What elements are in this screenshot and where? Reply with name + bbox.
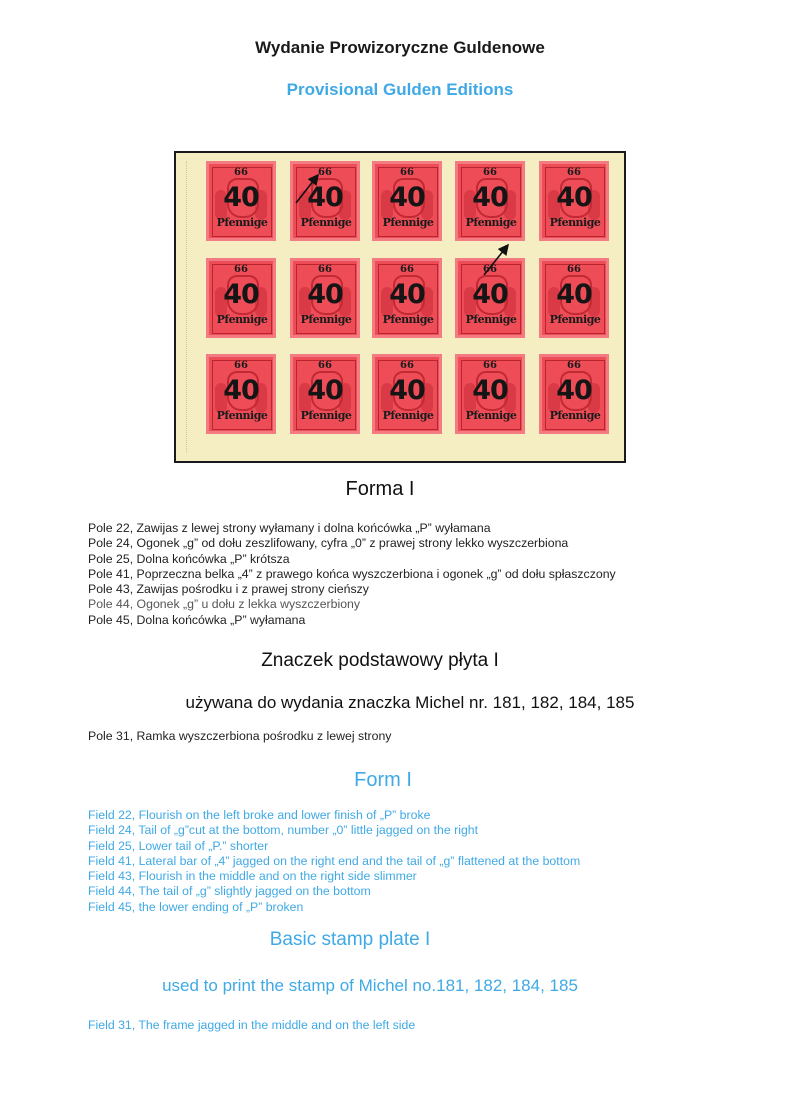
list-item: Field 41, Lateral bar of „4” jagged on the right end and the tail of „g” flattened at the bottom [88, 853, 581, 868]
stamp-top-numeral: 66 [483, 167, 497, 178]
stamp-overprint-value: 40 [307, 279, 343, 310]
stamp-overprint-value: 40 [389, 279, 425, 310]
stamp-top-numeral: 66 [567, 264, 581, 275]
list-item: Pole 25, Dolna końcówka „P” krótsza [88, 551, 290, 566]
stamp-top-numeral: 66 [234, 264, 248, 275]
stamp-overprint-word: Pfennige [300, 409, 352, 422]
stamp-overprint-value: 40 [223, 182, 259, 213]
heading-plate-english: Basic stamp plate I [269, 929, 431, 950]
stamp-overprint-word: Pfennige [300, 313, 352, 326]
stamp-overprint-value: 40 [389, 182, 425, 213]
list-item: Field 45, the lower ending of „P” broken [88, 899, 304, 914]
stamp-overprint-value: 40 [556, 375, 592, 406]
stamp-overprint-word: Pfennige [300, 216, 352, 229]
stamp-overprint-word: Pfennige [465, 313, 517, 326]
flaw-arrows [176, 153, 624, 461]
stamp-overprint-word: Pfennige [216, 216, 268, 229]
caption-form: Form I [354, 769, 412, 791]
list-item: Field 25, Lower tail of „P.” shorter [88, 838, 269, 853]
stamp-top-numeral: 66 [483, 264, 497, 275]
stamp-overprint-value: 40 [556, 182, 592, 213]
stamp-overprint-value: 40 [389, 375, 425, 406]
plate-flaws-list-english [88, 808, 580, 915]
list-item: Pole 44, Ogonek „g” u dołu z lekka wyszczerbiony [88, 597, 361, 612]
stamp-top-numeral: 66 [567, 360, 581, 371]
stamp-overprint-word: Pfennige [216, 409, 268, 422]
stamp-overprint-word: Pfennige [549, 313, 601, 326]
stamp-top-numeral: 66 [318, 264, 332, 275]
heading-plate-polish: Znaczek podstawowy płyta I [261, 650, 499, 671]
stamp-top-numeral: 66 [318, 360, 332, 371]
stamp-top-numeral: 66 [318, 167, 332, 178]
list-item: Pole 24, Ogonek „g” od dołu zeszlifowany, cyfra „0” z prawej strony lekko wyszczerbiona [88, 536, 569, 551]
stamp-overprint-value: 40 [472, 375, 508, 406]
list-item: Field 43, Flourish in the middle and on the right side slimmer [88, 869, 417, 884]
caption-forma: Forma I [345, 478, 415, 500]
stamp-overprint-value: 40 [307, 182, 343, 213]
page-title-english: Provisional Gulden Editions [286, 80, 514, 99]
michel-usage-english: used to print the stamp of Michel no.181, 182, 184, 185 [162, 976, 578, 995]
list-item: Pole 43, Zawijas pośrodku i z prawej strony cieńszy [88, 582, 369, 597]
plate-flaws-list-polish [88, 521, 616, 628]
stamp-top-numeral: 66 [234, 167, 248, 178]
stamp-overprint-value: 40 [472, 182, 508, 213]
stamp-sheet-block [176, 153, 624, 461]
stamp-overprint-word: Pfennige [549, 409, 601, 422]
list-item: Pole 41, Poprzeczna belka „4” z prawego końca wyszczerbiona i ogonek „g” od dołu spłaszczony [88, 566, 616, 581]
stamp-top-numeral: 66 [234, 360, 248, 371]
list-item: Field 22, Flourish on the left broke and lower finish of „P” broke [88, 808, 431, 822]
stamp-overprint-word: Pfennige [216, 313, 268, 326]
flaw-arrow-1 [296, 175, 318, 203]
stamp-overprint-word: Pfennige [549, 216, 601, 229]
stamp-overprint-word: Pfennige [382, 216, 434, 229]
stamp-sheet-image [174, 151, 626, 463]
stamp-overprint-word: Pfennige [465, 216, 517, 229]
field31-note-polish: Pole 31, Ramka wyszczerbiona pośrodku z lewej strony [88, 729, 392, 743]
list-item: Field 24, Tail of „g”cut at the bottom, number „0” little jagged on the right [88, 823, 479, 838]
michel-usage-polish: używana do wydania znaczka Michel nr. 181, 182, 184, 185 [185, 693, 635, 712]
stamp-top-numeral: 66 [400, 167, 414, 178]
stamp-overprint-word: Pfennige [382, 409, 434, 422]
stamp-overprint-value: 40 [223, 375, 259, 406]
stamp-overprint-value: 40 [223, 279, 259, 310]
list-item: Field 44, The tail of „g” slightly jagged on the bottom [88, 884, 371, 899]
stamp-top-numeral: 66 [567, 167, 581, 178]
list-item: Pole 45, Dolna końcówka „P” wyłamana [88, 612, 306, 627]
stamp-overprint-value: 40 [472, 279, 508, 310]
list-item: Pole 22, Zawijas z lewej strony wyłamany i dolna końcówka „P” wyłamana [88, 521, 491, 535]
page-title-polish: Wydanie Prowizoryczne Guldenowe [255, 38, 545, 57]
stamp-overprint-word: Pfennige [465, 409, 517, 422]
stamp-top-numeral: 66 [483, 360, 497, 371]
field31-note-english: Field 31, The frame jagged in the middle and on the left side [88, 1018, 416, 1032]
stamp-overprint-word: Pfennige [382, 313, 434, 326]
stamp-top-numeral: 66 [400, 360, 414, 371]
flaw-arrow-2 [484, 245, 508, 275]
stamp-top-numeral: 66 [400, 264, 414, 275]
stamp-overprint-value: 40 [556, 279, 592, 310]
stamp-overprint-value: 40 [307, 375, 343, 406]
